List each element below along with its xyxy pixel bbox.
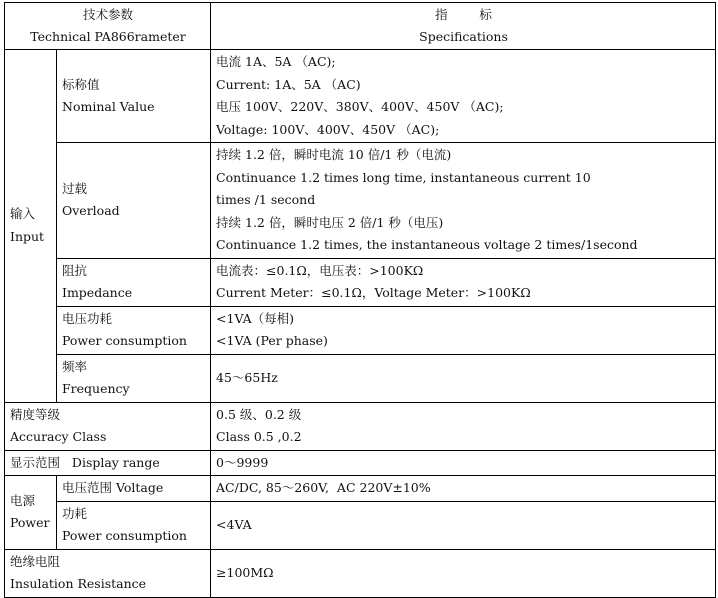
- specifications-table: [4, 2, 716, 598]
- impedance-label-cn: 阻抗: [62, 262, 88, 278]
- header-spec-cell: [211, 3, 716, 50]
- supply-consumption-label-en: Power consumption: [62, 528, 187, 543]
- overload-line: 持续 1.2 倍，瞬时电流 10 倍/1 秒（电流): [216, 147, 452, 162]
- supply-consumption-label-cn: 功耗: [62, 505, 88, 521]
- display-label: 显示范围 Display range: [10, 454, 160, 470]
- accuracy-label-cn: 精度等级: [10, 406, 61, 422]
- table-row-display: [5, 450, 716, 476]
- nominal-label-cell: [57, 50, 211, 143]
- table-row-insulation: [5, 549, 716, 597]
- group-power-cell: [5, 476, 57, 550]
- overload-line: 持续 1.2 倍，瞬时电压 2 倍/1 秒（电压): [216, 214, 444, 230]
- impedance-value-cell: [211, 258, 716, 306]
- accuracy-line: 0.5 级、0.2 级: [216, 406, 302, 422]
- nominal-label-cn: 标称值: [62, 76, 100, 92]
- supply-consumption-label-cell: [57, 501, 211, 549]
- header-parameter-en: Technical PA866rameter: [30, 29, 186, 44]
- supply-consumption-value-cell: [211, 501, 716, 549]
- group-input-en: Input: [10, 228, 45, 244]
- accuracy-label-cell: [5, 402, 211, 450]
- nominal-line: 电流 1A、5A （AC);: [216, 54, 336, 69]
- supply-consumption-value: <4VA: [216, 516, 252, 532]
- frequency-label-en: Frequency: [62, 381, 130, 396]
- frequency-label-cn: 频率: [62, 358, 88, 374]
- table-row-supply-consumption: [5, 501, 716, 549]
- supply-voltage-value: AC/DC, 85～260V, AC 220V±10%: [216, 480, 431, 495]
- insulation-label-cell: [5, 549, 211, 597]
- overload-label-cell: [57, 143, 211, 259]
- table-row-input-power: [5, 306, 716, 354]
- header-spec-en: Specifications: [419, 29, 508, 44]
- nominal-line: 电压 100V、220V、380V、400V、450V （AC);: [216, 99, 504, 114]
- group-power-cn: 电源: [10, 492, 36, 508]
- supply-voltage-value-cell: [211, 476, 716, 502]
- table-row-frequency: [5, 354, 716, 402]
- display-label-cell: [5, 450, 211, 476]
- impedance-label-cell: [57, 258, 211, 306]
- group-input-cell: [5, 50, 57, 403]
- nominal-label-en: Nominal Value: [62, 99, 155, 114]
- input-power-value-cell: [211, 306, 716, 354]
- overload-line: times /1 second: [216, 192, 316, 207]
- input-power-label-en: Power consumption: [62, 333, 187, 348]
- table-row-accuracy: [5, 402, 716, 450]
- overload-line: Continuance 1.2 times, the instantaneous voltage 2 times/1second: [216, 237, 638, 252]
- impedance-line: 电流表：≤0.1Ω，电压表：>100KΩ: [216, 262, 424, 278]
- table-row-impedance: [5, 258, 716, 306]
- insulation-value: ≥100MΩ: [216, 564, 274, 580]
- group-input-cn: 输入: [10, 206, 36, 222]
- insulation-value-cell: [211, 549, 716, 597]
- impedance-line: Current Meter：≤0.1Ω，Voltage Meter：>100KΩ: [216, 285, 531, 300]
- accuracy-label-en: Accuracy Class: [10, 429, 107, 444]
- overload-label-cn: 过载: [62, 180, 88, 196]
- group-power-en: Power: [10, 515, 50, 531]
- nominal-line: Voltage: 100V、400V、450V （AC);: [216, 121, 440, 137]
- input-power-line: <1VA（每相): [216, 310, 295, 326]
- table-row-overload: [5, 143, 716, 259]
- input-power-label-cn: 电压功耗: [62, 310, 113, 326]
- accuracy-line: Class 0.5 ,0.2: [216, 429, 302, 444]
- overload-value-cell: [211, 143, 716, 259]
- accuracy-value-cell: [211, 402, 716, 450]
- overload-label-en: Overload: [62, 203, 120, 219]
- header-parameter-cn: 技术参数: [83, 7, 134, 22]
- nominal-value-cell: [211, 50, 716, 143]
- insulation-label-en: Insulation Resistance: [10, 576, 147, 591]
- table-row-nominal: [5, 50, 716, 143]
- display-value: 0～9999: [216, 454, 269, 470]
- impedance-label-en: Impedance: [62, 285, 133, 300]
- supply-voltage-label-cell: [57, 476, 211, 502]
- display-value-cell: [211, 450, 716, 476]
- insulation-label-cn: 绝缘电阻: [10, 553, 61, 569]
- supply-voltage-label: 电压范围 Voltage: [62, 480, 164, 495]
- input-power-line: <1VA (Per phase): [216, 333, 328, 348]
- nominal-line: Current: 1A、5A （AC): [216, 76, 361, 92]
- overload-line: Continuance 1.2 times long time, instantaneous current 10: [216, 169, 591, 185]
- frequency-value-cell: [211, 354, 716, 402]
- frequency-label-cell: [57, 354, 211, 402]
- input-power-label-cell: [57, 306, 211, 354]
- table-row-supply-voltage: [5, 476, 716, 502]
- header-parameter-cell: [5, 3, 211, 50]
- header-row: [5, 3, 716, 50]
- frequency-value: 45～65Hz: [216, 369, 278, 385]
- header-spec-cn: 指 标: [435, 7, 492, 22]
